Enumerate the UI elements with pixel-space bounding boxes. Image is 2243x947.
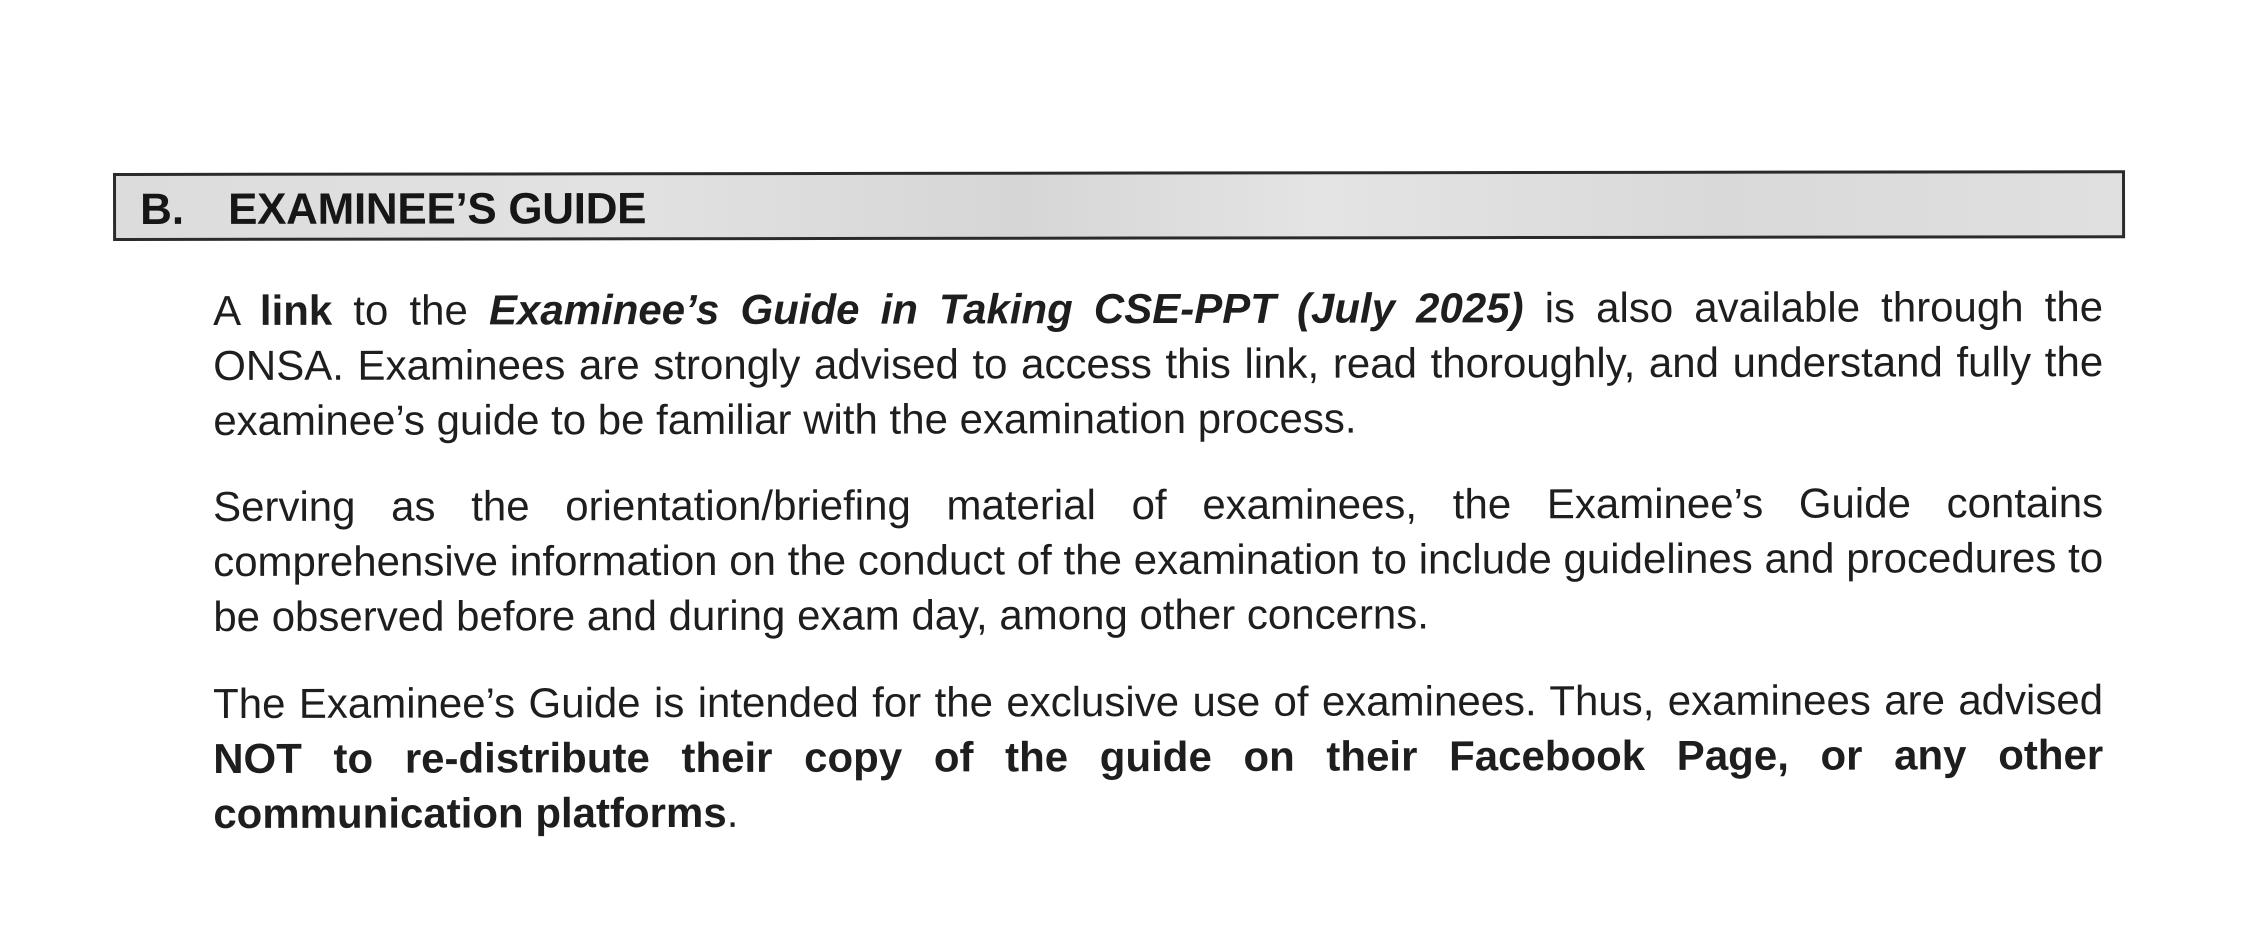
section-title: EXAMINEE’S GUIDE: [228, 184, 647, 234]
paragraph1-text-b: to the: [332, 286, 490, 334]
redistribution-warning: NOT to re-distribute their copy of the guide on their Facebook Page, or any other communication platforms: [213, 731, 2104, 837]
paragraph3-text-b: .: [726, 788, 739, 836]
section-letter: B.: [140, 184, 185, 234]
paragraph1-text-a: A: [213, 286, 260, 334]
paragraph2-text: Serving as the orientation/briefing material of examinees, the Examinee’s Guide contains comprehensive information on the conduct of the examination to include guidelines and procedures to be observed before and during exam day, among other concerns.: [213, 479, 2104, 640]
paragraph3-text-a: The Examinee’s Guide is intended for the exclusive use of examinees. Thus, examinees are advised: [213, 676, 2104, 727]
paragraph1-text-c: is also available through the ONSA. Examinees are strongly advised to access this link, read thoroughly, and understand fully the examinee’s guide to be familiar with the examination process.: [213, 283, 2104, 444]
guide-title: Examinee’s Guide in Taking CSE-PPT (July 2025): [488, 284, 1524, 334]
link-word: link: [259, 286, 333, 334]
section-header-bar: [113, 170, 2125, 241]
paragraph-orientation: [213, 475, 2103, 644]
paragraph-exclusive-use: [213, 672, 2103, 841]
paragraph-guide-link: [213, 279, 2103, 448]
